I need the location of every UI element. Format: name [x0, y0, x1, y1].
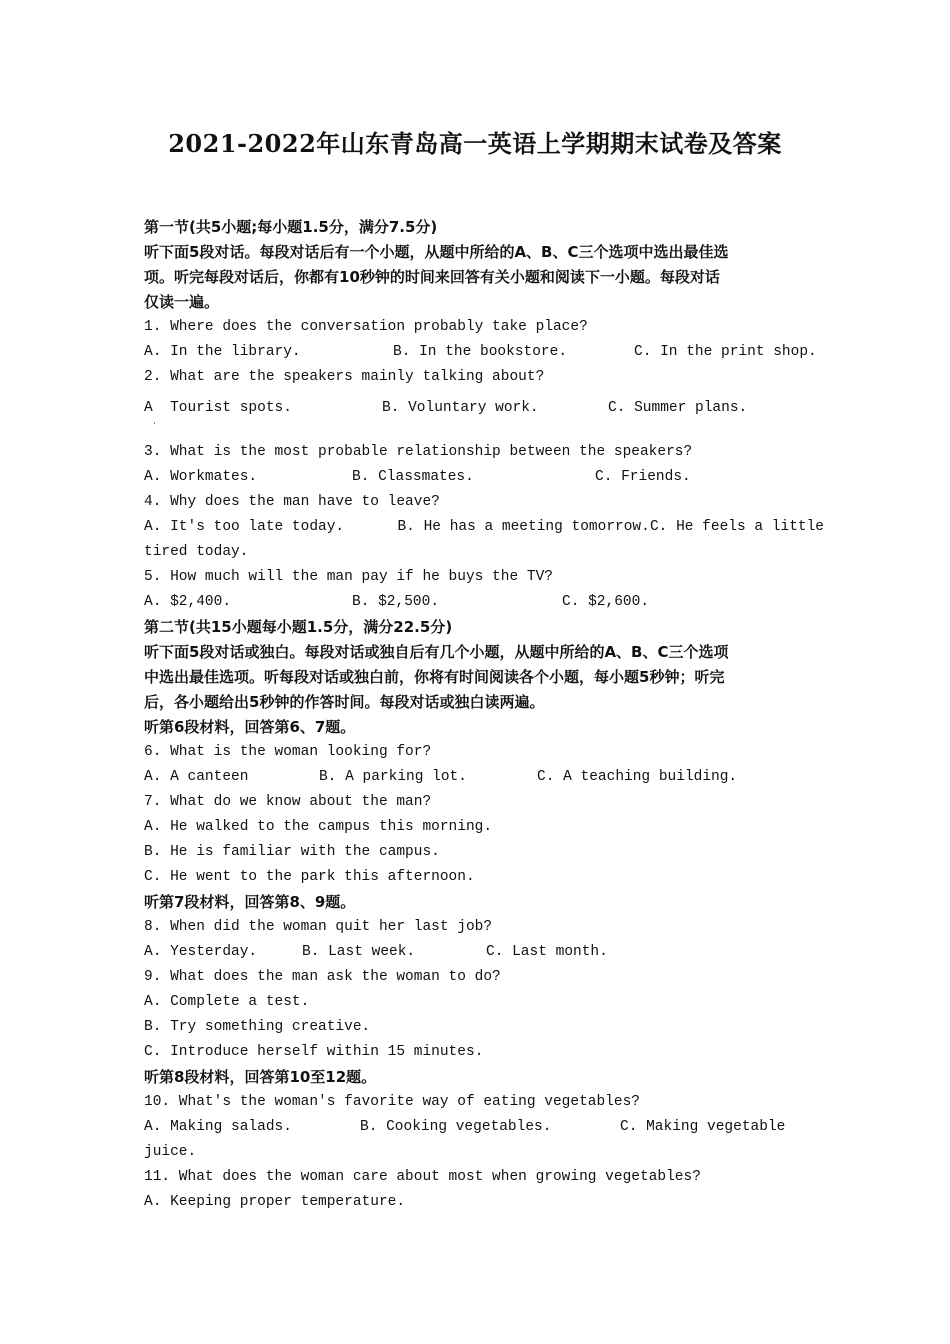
page-title: 2021-2022年山东青岛高一英语上学期期末试卷及答案 [168, 129, 782, 158]
option-b: B. In the bookstore. [393, 344, 568, 360]
option-continuation: tired today. [144, 544, 249, 560]
option-b: B. He has a meeting tomorrow. [397, 519, 650, 535]
option-c: C. He went to the park this afternoon. [144, 869, 475, 885]
question-stem: 2. What are the speakers mainly talking about? [144, 369, 545, 385]
options-row [144, 465, 824, 490]
question-stem: 10. What's the woman's favorite way of eating vegetables? [144, 1094, 640, 1110]
section2-heading: 第二节(共15小题每小题1.5分，满分22.5分) [144, 618, 453, 636]
section1-instruction: 项。听完每段对话后，你都有10秒钟的时间来回答有关小题和阅读下一小题。每段对话 [144, 268, 720, 286]
section1-heading: 第一节(共5小题;每小题1.5分，满分7.5分) [144, 218, 438, 236]
option-c: C. He feels a little [649, 519, 824, 535]
section2-instruction: 中选出最佳选项。听每段对话或独白前，你将有时间阅读各个小题，每小题5秒钟；听完 [144, 668, 725, 686]
option-b: B. Classmates. [352, 469, 474, 485]
option-a: A. In the library. [144, 344, 301, 360]
section1-instruction: 听下面5段对话。每段对话后有一个小题，从题中所给的A、B、C三个选项中选出最佳选 [144, 243, 729, 261]
option-continuation: juice. [144, 1144, 197, 1160]
option-a: A. A canteen [144, 769, 249, 785]
option-a: A. Complete a test. [144, 994, 310, 1010]
option-c: C. Making vegetable [620, 1119, 786, 1135]
options-row [144, 340, 824, 365]
option-c: C. Friends. [595, 469, 691, 485]
option-a: A. Making salads. [144, 1119, 292, 1135]
options-row [144, 1115, 824, 1140]
option-c: C. Last month. [486, 944, 608, 960]
options-row [144, 590, 824, 615]
question-stem: 4. Why does the man have to leave? [144, 494, 440, 510]
option-c: C. Summer plans. [608, 400, 748, 416]
options-row [144, 765, 824, 790]
option-b: B. $2,500. [352, 594, 440, 610]
question-stem: 7. What do we know about the man? [144, 794, 432, 810]
option-a: A. Workmates. [144, 469, 258, 485]
option-c: C. Introduce herself within 15 minutes. [144, 1044, 484, 1060]
option-b: B. Voluntary work. [382, 400, 539, 416]
options-row [144, 396, 824, 421]
option-c: C. In the print shop. [634, 344, 817, 360]
question-stem: 1. Where does the conversation probably take place? [144, 319, 588, 335]
option-b: B. Try something creative. [144, 1019, 371, 1035]
question-stem: 11. What does the woman care about most when growing vegetables? [144, 1169, 701, 1185]
option-a: A. It's too late today. [144, 519, 345, 535]
material-heading: 听第6段材料，回答第6、7题。 [144, 718, 356, 736]
question-stem: 6. What is the woman looking for? [144, 744, 432, 760]
option-a: A Tourist spots. [144, 400, 292, 416]
options-row [144, 940, 824, 965]
stray-mark [154, 422, 155, 424]
option-c: C. A teaching building. [537, 769, 738, 785]
section2-instruction: 后，各小题给出5秒钟的作答时间。每段对话或独白读两遍。 [144, 693, 545, 711]
option-a: A. $2,400. [144, 594, 232, 610]
section1-instruction: 仅读一遍。 [144, 293, 220, 311]
options-row [144, 515, 824, 540]
option-a: A. Yesterday. [144, 944, 258, 960]
option-b: B. A parking lot. [319, 769, 467, 785]
option-b: B. Last week. [302, 944, 416, 960]
option-a: A. Keeping proper temperature. [144, 1194, 406, 1210]
section2-instruction: 听下面5段对话或独白。每段对话或独自后有几个小题，从题中所给的A、B、C三个选项 [144, 643, 729, 661]
material-heading: 听第7段材料，回答第8、9题。 [144, 893, 356, 911]
exam-content [144, 215, 824, 1215]
question-stem: 5. How much will the man pay if he buys the TV? [144, 569, 553, 585]
option-b: B. He is familiar with the campus. [144, 844, 440, 860]
option-c: C. $2,600. [562, 594, 650, 610]
material-heading: 听第8段材料，回答第10至12题。 [144, 1068, 377, 1086]
question-stem: 8. When did the woman quit her last job? [144, 919, 493, 935]
question-stem: 3. What is the most probable relationship between the speakers? [144, 444, 693, 460]
option-b: B. Cooking vegetables. [360, 1119, 552, 1135]
option-a: A. He walked to the campus this morning. [144, 819, 493, 835]
question-stem: 9. What does the man ask the woman to do? [144, 969, 501, 985]
